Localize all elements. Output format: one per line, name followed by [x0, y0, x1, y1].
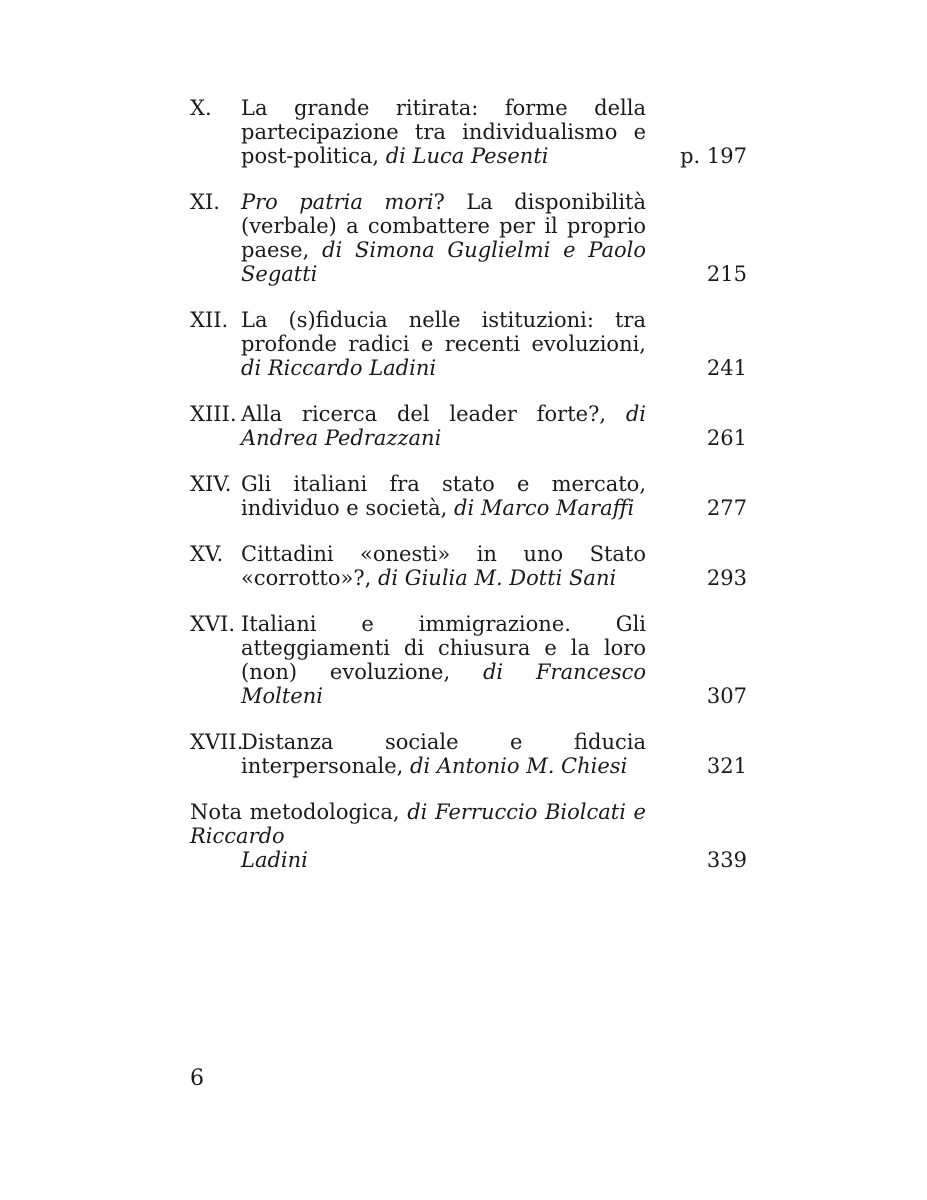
chapter-title-text: La grande ritirata: forme della partecipazione tra individualismo e post-politica, [241, 96, 646, 168]
chapter-number: XI. [190, 190, 220, 214]
chapter-number: XII. [190, 308, 229, 332]
chapter-number: XV. [190, 542, 224, 566]
chapter-title [241, 190, 646, 286]
folio-page-number: 6 [190, 1066, 204, 1091]
chapter-number: X. [190, 96, 212, 120]
note-title [190, 800, 646, 872]
toc-entry [190, 472, 747, 520]
chapter-author: di Marco Maraffi [454, 496, 635, 520]
chapter-author: di Andrea Pedrazzani [241, 402, 646, 450]
chapter-author: di Giulia M. Dotti Sani [377, 566, 617, 590]
toc-entry [190, 308, 747, 380]
page-number: 339 [706, 848, 747, 872]
chapter-author: di Antonio M. Chiesi [410, 754, 628, 778]
chapter-author: di Luca Pesenti [385, 144, 549, 168]
chapter-title-text: Gli italiani fra stato e mercato, individuo e società, [241, 472, 646, 520]
toc-entry [190, 612, 747, 708]
chapter-title-text: La (s)fiducia nelle istituzioni: tra profonde radici e recenti evoluzioni, [241, 308, 646, 356]
toc-entry [190, 402, 747, 450]
toc-entry-note [190, 800, 747, 872]
chapter-number: XVI. [190, 612, 236, 636]
chapter-title-text: Italiani e immigrazione. Gli atteggiamenti di chiusura e la loro (non) evoluzione, [241, 612, 646, 684]
page-number: p. 197 [680, 144, 747, 168]
chapter-title [241, 96, 646, 168]
page-number: 241 [706, 356, 747, 380]
chapter-title [241, 472, 646, 520]
note-title-text: Nota metodologica, [190, 800, 400, 824]
toc-entry [190, 542, 747, 590]
chapter-author: di Riccardo Ladini [241, 356, 437, 380]
chapter-title [241, 612, 646, 708]
chapter-title-text: Distanza sociale e fiducia interpersonale, [241, 730, 646, 778]
chapter-author: di Francesco Molteni [241, 660, 646, 708]
toc-entry [190, 730, 747, 778]
chapter-number: XIII. [190, 402, 237, 426]
chapter-number: XIV. [190, 472, 232, 496]
page-number: 307 [706, 684, 747, 708]
chapter-author: di Simona Guglielmi e Paolo Segatti [241, 238, 646, 286]
chapter-title [241, 308, 646, 380]
page-number: 215 [706, 262, 747, 286]
chapter-title [241, 542, 646, 590]
page-number: 277 [706, 496, 747, 520]
table-of-contents [190, 96, 747, 894]
note-author-continued: Ladini [241, 848, 308, 872]
chapter-title [241, 402, 646, 450]
page-number: 321 [706, 754, 747, 778]
toc-entry [190, 96, 747, 168]
page-number: 261 [706, 426, 747, 450]
chapter-title-text: Alla ricerca del leader forte?, [241, 402, 607, 426]
chapter-title-italic: Pro patria mori [241, 190, 434, 214]
note-author: di Ferruccio Biolcati e Riccardo [190, 800, 646, 848]
chapter-title [241, 730, 646, 778]
chapter-title-text: ? La disponibilità (verbale) a combattere per il proprio paese, [241, 190, 647, 262]
chapter-title-text: Cittadini «onesti» in uno Stato «corrotto»?, [241, 542, 646, 590]
toc-entry [190, 190, 747, 286]
chapter-number: XVII. [190, 730, 244, 754]
page-number: 293 [706, 566, 747, 590]
